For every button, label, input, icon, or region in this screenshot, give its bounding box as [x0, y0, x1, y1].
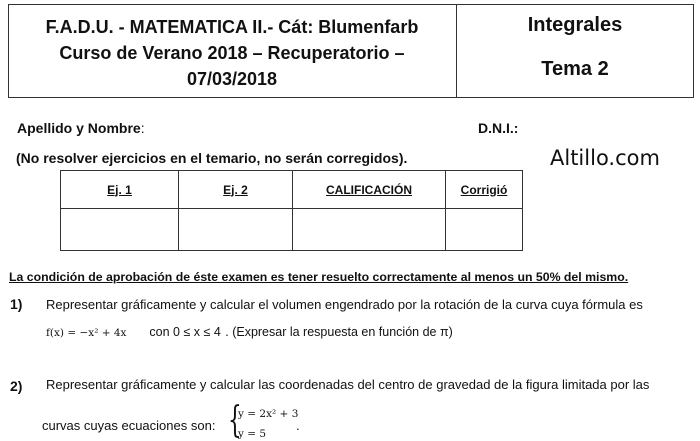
- grading-header-corrigio: Corrigió: [446, 171, 523, 209]
- header-date: 07/03/2018: [186, 69, 278, 89]
- grading-cell-calificacion[interactable]: [293, 209, 446, 251]
- grading-header-calificacion: CALIFICACIÓN: [293, 171, 446, 209]
- exercise-2-eq1: y = 2x² + 3: [238, 408, 299, 420]
- watermark: Altillo.com: [550, 146, 660, 170]
- system-brace: {: [228, 400, 242, 441]
- student-name-label: Apellido y Nombre: [17, 120, 141, 136]
- tema-label: Tema: [541, 58, 593, 80]
- approval-condition: La condición de aprobación de éste examen es tener resuelto correctamente al menos un 50% del mismo.: [9, 270, 629, 284]
- exercise-1-formula-line: [46, 323, 453, 341]
- header-tema: [456, 56, 694, 82]
- exercise-1-note: . (Expresar la respuesta en función de π): [225, 325, 453, 339]
- header-session: Curso de Verano 2018 – Recuperatorio –: [59, 43, 405, 63]
- exercise-1-formula: f(x) = −x² + 4x: [46, 327, 127, 339]
- dni-label: D.N.I.:: [478, 120, 519, 136]
- grading-table-header-row: [61, 171, 523, 209]
- grading-table-row: [61, 209, 523, 251]
- grading-cell-ej2[interactable]: [179, 209, 293, 251]
- exercise-2-text-cont: curvas cuyas ecuaciones son:: [42, 418, 216, 433]
- grading-cell-corrigio[interactable]: [446, 209, 523, 251]
- exercise-2-text: Representar gráficamente y calcular las coordenadas del centro de gravedad de la figura limitada por las: [46, 377, 650, 392]
- student-name-colon: :: [140, 120, 145, 136]
- grading-table: [60, 170, 523, 251]
- exercise-2-end: .: [296, 418, 300, 433]
- exercise-1-number: 1): [10, 296, 23, 312]
- tema-number: 2: [597, 58, 609, 80]
- instruction-text: (No resolver ejercicios en el temario, no serán corregidos).: [16, 150, 408, 166]
- grading-header-ej1: Ej. 1: [61, 171, 179, 209]
- grading-header-ej2: Ej. 2: [179, 171, 293, 209]
- exercise-2-number: 2): [10, 378, 23, 394]
- exercise-1-text: Representar gráficamente y calcular el volumen engendrado por la rotación de la curva cuya fórmula es: [46, 297, 643, 312]
- exercise-1-domain: con 0 ≤ x ≤ 4: [149, 325, 221, 339]
- header-course: F.A.D.U. - MATEMATICA II.- Cát: Blumenfarb: [45, 17, 419, 37]
- student-name-field: [17, 120, 145, 136]
- exercise-2-eq2: y = 5: [238, 428, 267, 440]
- header-subject: Integrales: [527, 14, 623, 36]
- grading-cell-ej1[interactable]: [61, 209, 179, 251]
